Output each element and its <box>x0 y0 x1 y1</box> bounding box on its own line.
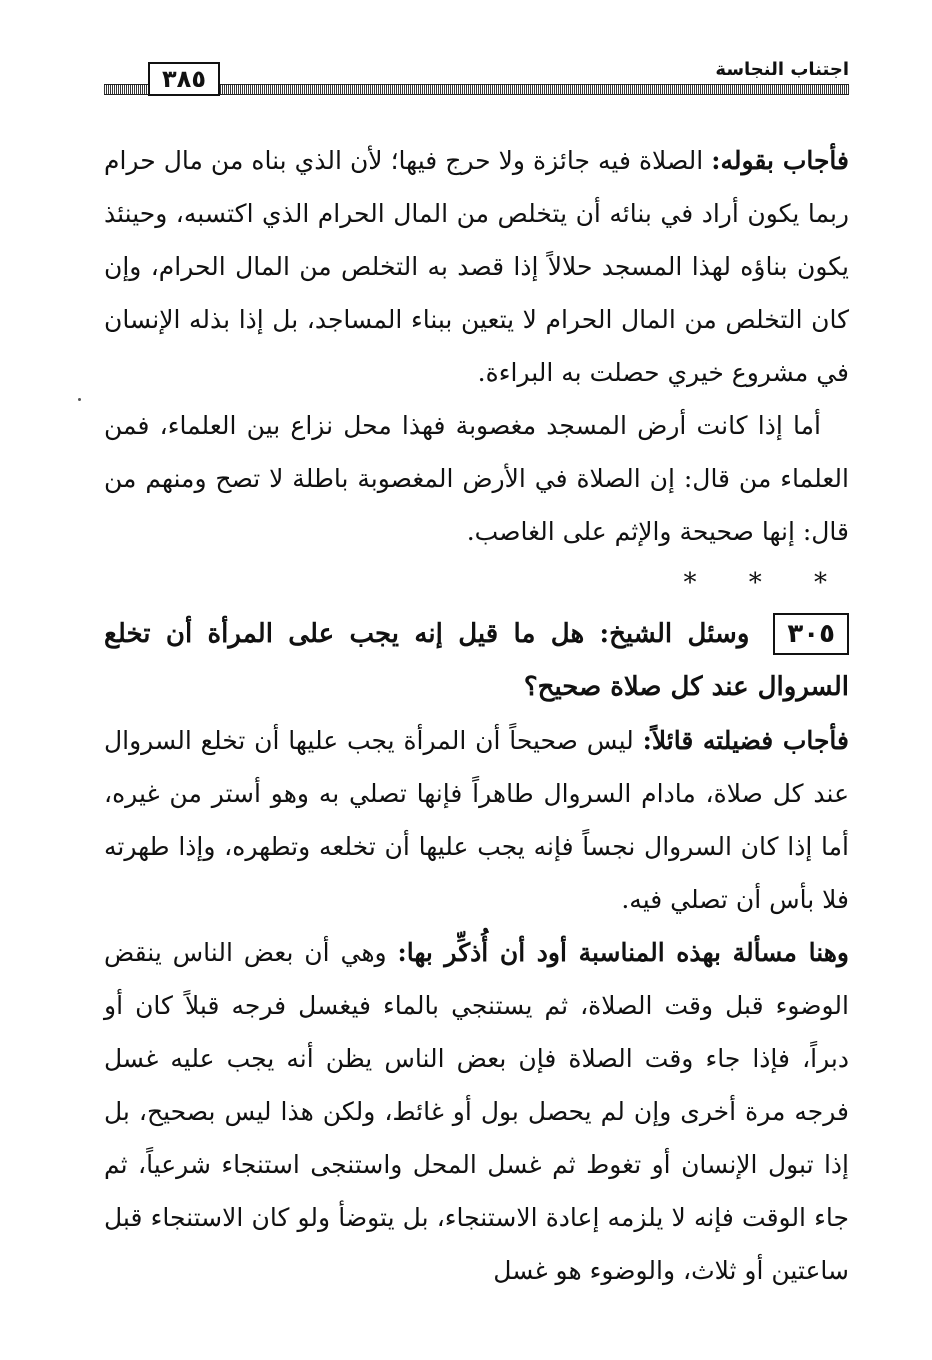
note-paragraph <box>104 926 849 1297</box>
answer-text: الصلاة فيه جائزة ولا حرج فيها؛ لأن الذي بناه من مال حرام ربما يكون أراد في بنائه أن يتخلص من المال الحرام الذي اكتسبه، وحينئذ يكون بناؤه لهذا المسجد حلالاً إذا قصد به التخلص من المال الحرام، وإن كان التخلص من المال الحرام لا يتعين ببناء المساجد، بل إذا بذله الإنسان في مشروع خيري حصلت به البراءة. <box>104 146 849 387</box>
answer-lead: فأجاب بقوله: <box>711 146 849 175</box>
question-heading <box>104 608 849 714</box>
running-title: اجتناب النجاسة <box>703 58 849 84</box>
page-header <box>104 58 849 98</box>
note-lead: وهنا مسألة بهذه المناسبة أود أن أُذكِّر بها: <box>397 938 850 967</box>
answer-lead-2: فأجاب فضيلته قائلاً: <box>642 726 849 755</box>
answer-paragraph <box>104 714 849 926</box>
margin-dot <box>78 398 81 401</box>
page-body <box>104 134 849 1297</box>
question-number: ٣٠٥ <box>773 613 849 655</box>
note-text: وهي أن بعض الناس ينقض الوضوء قبل وقت الصلاة، ثم يستنجي بالماء فيغسل فرجه قبلاً كان أو دبراً، فإذا جاء وقت الصلاة فإن بعض الناس يظن أنه يجب عليه غسل فرجه مرة أخرى وإن لم يحصل بول أو غائط، ولكن هذا ليس بصحيح، بل إذا تبول الإنسان أو تغوط ثم غسل المحل واستنجى استنجاء شرعياً، ثم جاء الوقت فإنه لا يلزمه إعادة الاستنجاء، بل يتوضأ ولو كان الاستنجاء قبل ساعتين أو ثلاث، والوضوء هو غسل <box>104 938 849 1285</box>
answer-text-2: ليس صحيحاً أن المرأة يجب عليها أن تخلع السروال عند كل صلاة، مادام السروال طاهراً فإنها تصلي به وهو أستر من غيره، أما إذا كان السروال نجساً فإنه يجب عليها أن تخلعه وتطهره، وإذا طهرته فلا بأس أن تصلي فيه. <box>104 726 849 914</box>
paragraph-2: أما إذا كانت أرض المسجد مغصوبة فهذا محل نزاع بين العلماء، فمن العلماء من قال: إن الصلاة في الأرض المغصوبة باطلة لا تصح ومنهم من قال: إنها صحيحة والإثم على الغاصب. <box>104 411 849 546</box>
question-text: وسئل الشيخ: هل ما قيل إنه يجب على المرأة أن تخلع السروال عند كل صلاة صحيح؟ <box>104 619 849 702</box>
answer-paragraph-1 <box>104 134 849 399</box>
page-number: ٣٨٥ <box>148 62 220 96</box>
section-separator: * * * <box>683 568 849 598</box>
